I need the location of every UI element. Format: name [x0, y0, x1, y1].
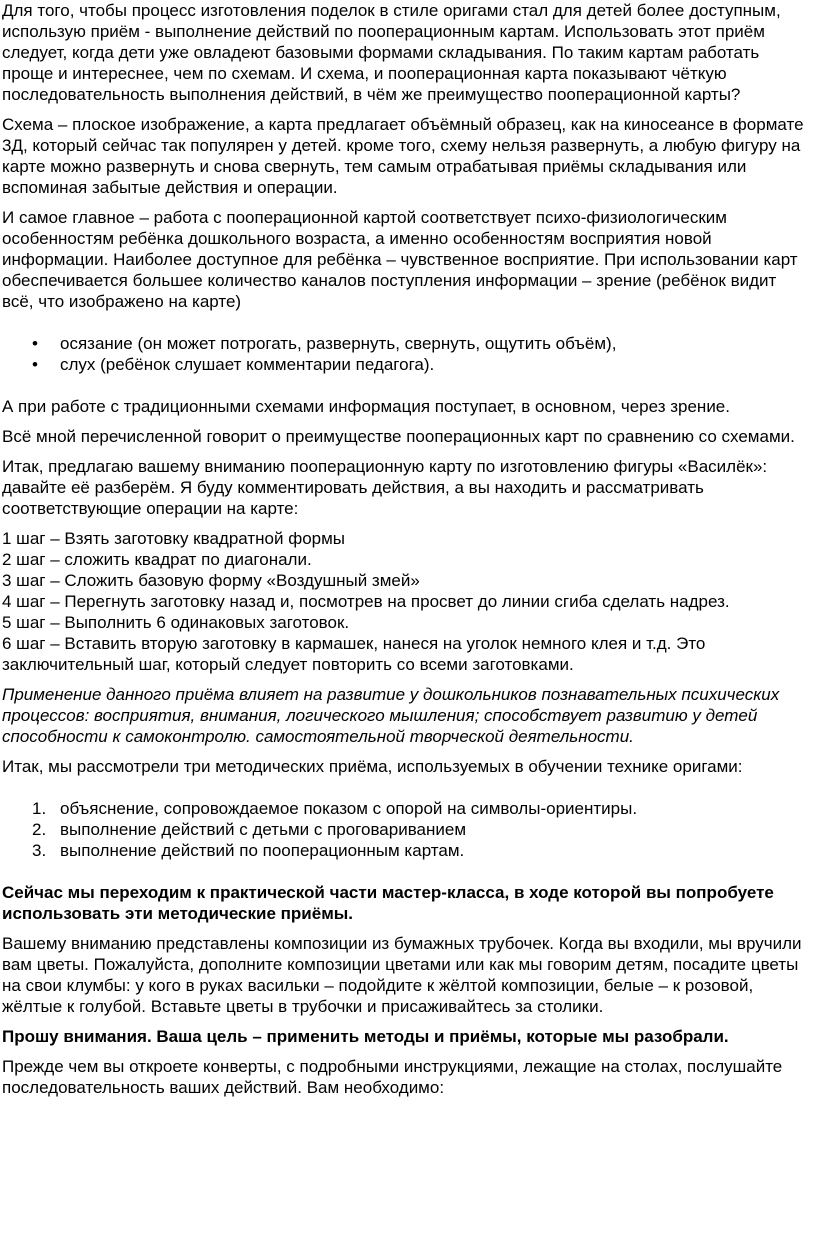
paragraph-three-methods: Итак, мы рассмотрели три методических приёма, используемых в обучении технике оригами:: [2, 757, 743, 776]
bullet-icon: •: [32, 334, 38, 353]
paragraph-compositions: Вашему вниманию представлены композиции из бумажных трубочек. Когда вы входили, мы вручили вам цветы. Пожалуйста, дополните композиции цветами или как мы говорим детям, посадите цветы на свои клумбы: у кого в руках васильки – подойдите к жёлтой композиции, белые – к розовой, жёлтые к голубой. Вставьте цветы в трубочки и присаживайтесь за столики.: [2, 934, 802, 1016]
list-number: 1.: [32, 799, 47, 818]
list-item: [2, 798, 812, 819]
methods-list: [2, 798, 812, 861]
list-item: [2, 333, 812, 354]
list-item-text: выполнение действий с детьми с проговариванием: [60, 820, 467, 839]
paragraph-intro: Для того, чтобы процесс изготовления поделок в стиле оригами стал для детей более доступным, использую приём - выполнение действий по пооперационным картам. Использовать этот приём следует, когда дети уже овладеют базовыми формами складывания. По таким картам работать проще и интереснее, чем по схемам. И схема, и пооперационная карта показывают чёткую последовательность выполнения действий, в чём же преимущество пооперационной карты?: [2, 1, 781, 104]
list-number: 3.: [32, 841, 47, 860]
steps-list: [2, 528, 812, 675]
list-item: [2, 354, 812, 375]
list-item: [2, 819, 812, 840]
step-item: 2 шаг – сложить квадрат по диагонали.: [2, 550, 312, 569]
list-item-text: слух (ребёнок слушает комментарии педагога).: [60, 355, 435, 374]
paragraph-scheme-vs-card: Схема – плоское изображение, а карта предлагает объёмный образец, как на киносеансе в формате 3Д, который сейчас так популярен у детей. кроме того, схему нельзя развернуть, а любую фигуру на карте можно развернуть и снова свернуть, тем самым отрабатывая приёмы складывания или вспоминая забытые действия и операции.: [2, 115, 804, 197]
step-item: 6 шаг – Вставить вторую заготовку в кармашек, нанеся на уголок немного клея и т.д. Это заключительный шаг, который следует повторить со всеми заготовками.: [2, 634, 706, 674]
step-item: 3 шаг – Сложить базовую форму «Воздушный змей»: [2, 571, 420, 590]
paragraph-traditional-schemes: А при работе с традиционными схемами информация поступает, в основном, через зрение.: [2, 397, 730, 416]
paragraph-instructions: Прежде чем вы откроете конверты, с подробными инструкциями, лежащие на столах, послушайте последовательность ваших действий. Вам необходимо:: [2, 1057, 783, 1097]
paragraph-perception: И самое главное – работа с пооперационной картой соответствует психо-физиологическим особенностям ребёнка дошкольного возраста, а именно особенностям восприятия новой информации. Наиболее доступное для ребёнка – чувственное восприятие. При использовании карт обеспечивается большее количество каналов поступления информации – зрение (ребёнок видит всё, что изображено на карте): [2, 208, 798, 311]
step-item: 1 шаг – Взять заготовку квадратной формы: [2, 529, 346, 548]
heading-attention: Прошу внимания. Ваша цель – применить методы и приёмы, которые мы разобрали.: [2, 1027, 729, 1046]
list-item-text: осязание (он может потрогать, развернуть, свернуть, ощутить объём),: [60, 334, 617, 353]
paragraph-development: Применение данного приёма влияет на развитие у дошкольников познавательных психических процессов: восприятия, внимания, логического мышления; способствует развитию у детей способности к самоконтролю. самостоятельной творческой деятельности.: [2, 685, 780, 746]
step-item: 5 шаг – Выполнить 6 одинаковых заготовок.: [2, 613, 350, 632]
paragraph-advantage: Всё мной перечисленной говорит о преимуществе пооперационных карт по сравнению со схемами.: [2, 427, 795, 446]
heading-practical-part: Сейчас мы переходим к практической части мастер-класса, в ходе которой вы попробуете использовать эти методические приёмы.: [2, 883, 774, 923]
paragraph-card-intro: Итак, предлагаю вашему вниманию пооперационную карту по изготовлению фигуры «Василёк»: давайте её разберём. Я буду комментировать действия, а вы находить и рассматривать соответствующие операции на карте:: [2, 457, 768, 518]
list-number: 2.: [32, 820, 47, 839]
perception-channels-list: [2, 333, 812, 375]
list-item: [2, 840, 812, 861]
step-item: 4 шаг – Перегнуть заготовку назад и, посмотрев на просвет до линии сгиба сделать надрез.: [2, 592, 730, 611]
bullet-icon: •: [32, 355, 38, 374]
list-item-text: объяснение, сопровождаемое показом с опорой на символы-ориентиры.: [60, 799, 638, 818]
list-item-text: выполнение действий по пооперационным картам.: [60, 841, 465, 860]
